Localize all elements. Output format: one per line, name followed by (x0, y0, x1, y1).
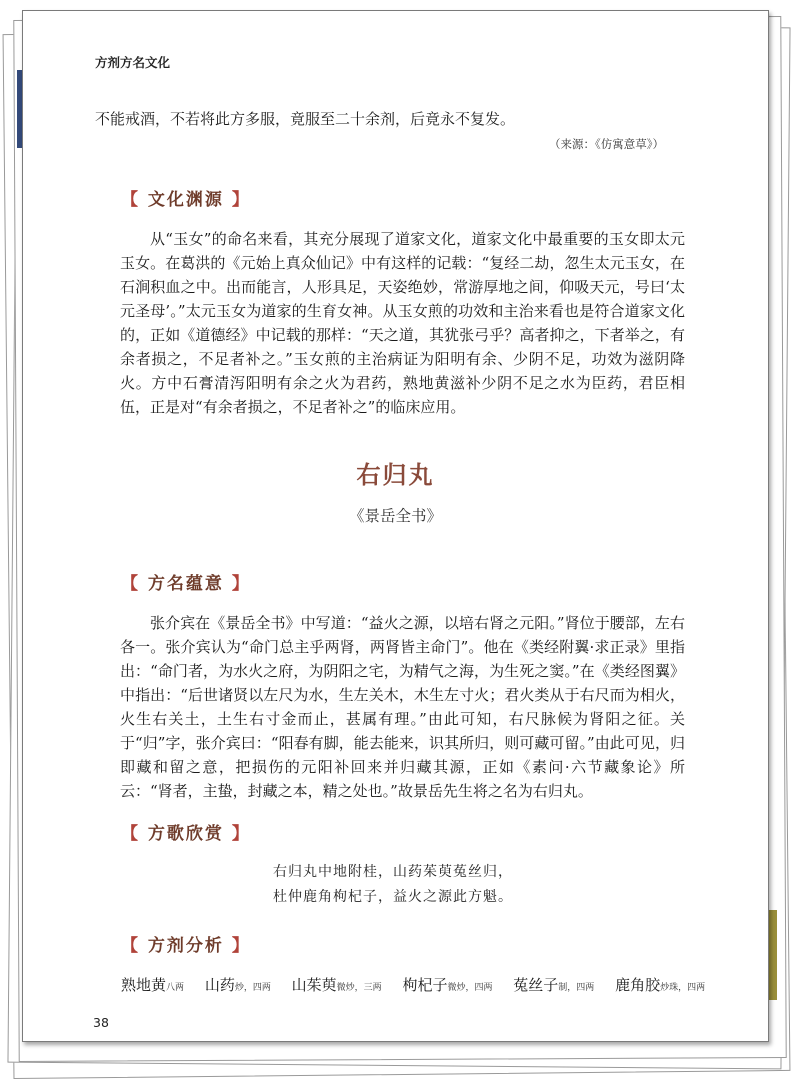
running-head: 方剂方名文化 (95, 55, 171, 70)
herb-name: 山茱萸 (291, 976, 337, 994)
section-heading-culture (121, 185, 251, 210)
herb-item (292, 974, 382, 995)
page-edge-accent-olive (769, 910, 777, 1000)
herb-item (121, 974, 184, 995)
herb-item (615, 974, 705, 995)
bracket-open: 【 (121, 824, 140, 844)
herb-name: 山药 (204, 976, 235, 994)
herb-name: 菟丝子 (513, 976, 559, 994)
book-page (22, 10, 769, 1042)
culture-paragraph: 从“玉女”的命名来看，其充分展现了道家文化，道家文化中最重要的玉女即太元玉女。在葛洪的《元始上真众仙记》中有这样的记载：“复经二劫，忽生太元玉女，在石涧积血之中。出而能言，人形具足，天姿绝妙，常游厚地之间，仰吸天元，号曰‘太元圣母’。”太元玉女为道家的生育女神。从玉女煎的功效和主治来看也是符合道家文化的，正如《道德经》中记载的那样：“天之道，其犹张弓乎？高者抑之，下者举之，有余者损之，不足者补之。”玉女煎的主治病证为阳明有余、少阴不足，功效为滋阴降火。方中石膏清泻阳明有余之火为君药，熟地黄滋补少阴不足之水为臣药，君臣相伍，正是对“有余者损之，不足者补之”的临床应用。 (120, 230, 685, 416)
section-heading-song (121, 819, 251, 844)
section-title: 文化渊源 (147, 190, 224, 210)
herb-note: 八两 (166, 983, 185, 993)
herb-note: 微炒，三两 (336, 983, 382, 993)
formula-title: 右归丸 (356, 460, 435, 489)
section-title: 方剂分析 (147, 936, 224, 956)
opening-text: 不能戒酒，不若将此方多服，竟服至二十余剂，后竟永不复发。 (95, 110, 516, 128)
bracket-open: 【 (121, 574, 140, 594)
source-citation: （来源：《仿寓意草》） (549, 137, 664, 151)
herb-note: 制，四两 (558, 983, 595, 993)
herb-item (513, 974, 594, 995)
herb-note: 微炒，四两 (447, 983, 493, 993)
page-number: 38 (93, 1015, 109, 1030)
meaning-paragraph: 张介宾在《景岳全书》中写道：“益火之源，以培右肾之元阳。”肾位于腰部，左右各一。张介宾认为“命门总主乎两肾，两肾皆主命门”。他在《类经附翼·求正录》里指出：“命门者，为水火之府，为阴阳之宅，为精气之海，为生死之窦。”在《类经图翼》中指出：“后世诸贤以左尺为水，生左关木，木生左寸火；君火类从于右尺而为相火，火生右关土，土生右寸金而止，甚属有理。”由此可知，右尺脉候为肾阳之征。关于“归”字，张介宾曰：“阳春有脚，能去能来，识其所归，则可藏可留。”由此可见，归即藏和留之意，把损伤的元阳补回来并归藏其源，正如《素问·六节藏象论》所云：“肾者，主蛰，封藏之本，精之处也。”故景岳先生将之名为右归丸。 (120, 614, 685, 800)
bracket-close: 】 (231, 824, 251, 844)
bracket-close: 】 (231, 190, 251, 210)
herb-name: 鹿角胶 (615, 976, 661, 994)
bracket-open: 【 (121, 190, 140, 210)
herb-note: 炒，四两 (234, 983, 271, 993)
section-title: 方歌欣赏 (147, 824, 224, 844)
bracket-close: 】 (231, 574, 251, 594)
herb-note: 炒珠，四两 (660, 983, 706, 993)
section-heading-analysis (121, 931, 251, 956)
herb-item (402, 974, 492, 995)
song-line-1: 右归丸中地附桂，山药茱萸菟丝归， (273, 864, 513, 880)
section-title: 方名蕴意 (147, 574, 224, 594)
bracket-open: 【 (121, 936, 140, 956)
bracket-close: 】 (231, 936, 251, 956)
herb-item (205, 974, 271, 995)
herb-name: 枸杞子 (402, 976, 448, 994)
formula-source-book: 《景岳全书》 (348, 507, 442, 525)
song-line-2: 杜仲鹿角枸杞子，益火之源此方魁。 (273, 889, 513, 905)
section-heading-meaning (121, 569, 251, 594)
herb-list (121, 974, 721, 995)
herb-name: 熟地黄 (121, 976, 167, 994)
